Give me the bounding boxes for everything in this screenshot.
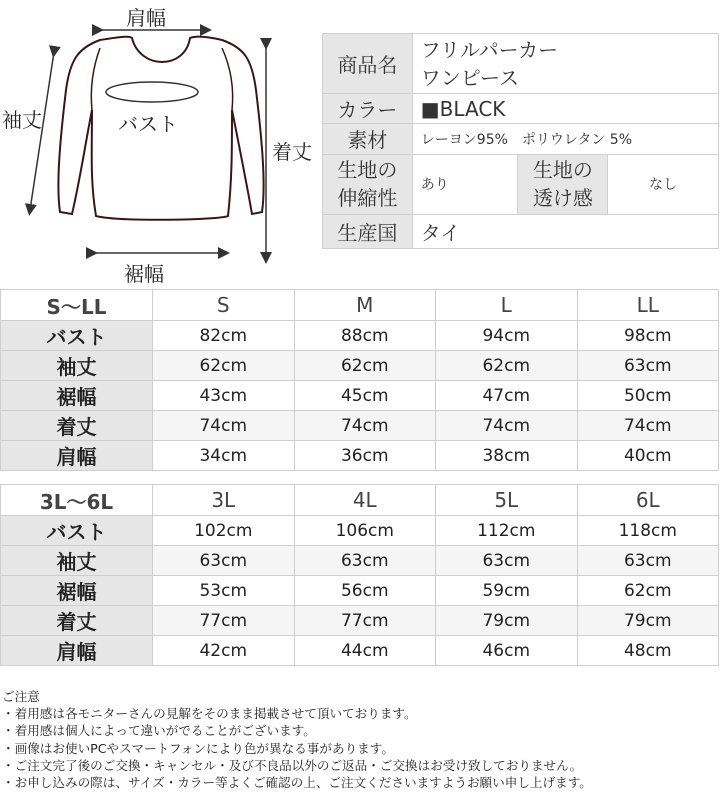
size-cell: 36cm (294, 441, 436, 471)
size-cell: 74cm (294, 411, 436, 441)
size-cell: 45cm (294, 381, 436, 411)
size-header: 4L (294, 485, 436, 516)
size-cell: 63cm (436, 546, 578, 576)
size-range-label: 3L〜6L (1, 485, 153, 516)
size-cell: 77cm (153, 606, 295, 636)
size-header-row (1, 485, 719, 516)
size-cell: 79cm (577, 606, 719, 636)
size-range-label: S〜LL (1, 290, 153, 321)
note-line: ・お申し込みの際は、サイズ・カラー等よくご確認の上、ご注文くださいますようお願い申し上げます。 (2, 775, 592, 791)
stretch-key-line1: 生地の (337, 158, 398, 183)
size-cell: 112cm (436, 516, 578, 546)
row-label: 肩幅 (1, 441, 153, 471)
size-header: LL (577, 290, 719, 321)
product-name-line1: フリルパーカー (420, 37, 559, 62)
table-row (1, 351, 719, 381)
size-cell: 62cm (436, 351, 578, 381)
size-cell: 46cm (436, 636, 578, 666)
sheer-key (518, 154, 608, 214)
origin-row (323, 214, 719, 248)
size-cell: 56cm (294, 576, 436, 606)
size-cell: 50cm (577, 381, 719, 411)
row-label: 裾幅 (1, 381, 153, 411)
sleeve-length-label: 袖丈 (2, 108, 42, 132)
size-header: S (153, 290, 295, 321)
hem-width-label: 裾幅 (124, 262, 164, 286)
size-cell: 44cm (294, 636, 436, 666)
size-cell: 63cm (577, 351, 719, 381)
origin-key: 生産国 (323, 214, 413, 248)
size-cell: 48cm (577, 636, 719, 666)
size-cell: 43cm (153, 381, 295, 411)
row-label: 袖丈 (1, 546, 153, 576)
size-cell: 38cm (436, 441, 578, 471)
sheer-key-line2: 透け感 (532, 186, 593, 211)
note-line: ・着用感は各モニターさんの見解をそのまま掲載させて頂いております。 (2, 706, 417, 722)
stretch-key (323, 154, 413, 214)
stretch-value: あり (412, 154, 518, 214)
color-value: ■BLACK (412, 94, 718, 124)
size-header: M (294, 290, 436, 321)
size-cell: 47cm (436, 381, 578, 411)
note-line: ・画像はお使いPCやスマートフォンにより色が異なる事があります。 (2, 740, 394, 756)
row-label: 着丈 (1, 606, 153, 636)
sheer-value: なし (608, 154, 719, 214)
notes-heading: ご注意 (2, 689, 40, 704)
size-cell: 59cm (436, 576, 578, 606)
size-cell: 74cm (436, 411, 578, 441)
origin-value: タイ (412, 214, 718, 248)
fabric-row (323, 154, 719, 214)
size-cell: 88cm (294, 321, 436, 351)
table-row (1, 546, 719, 576)
size-header-row (1, 290, 719, 321)
size-header: 5L (436, 485, 578, 516)
size-cell: 118cm (577, 516, 719, 546)
material-value: レーヨン95% ポリウレタン 5% (412, 124, 718, 154)
material-key: 素材 (323, 124, 413, 154)
length-label: 着丈 (272, 140, 312, 164)
table-row (1, 606, 719, 636)
size-cell: 102cm (153, 516, 295, 546)
table-row (1, 516, 719, 546)
size-table-3l-6l (0, 484, 719, 666)
table-row (1, 321, 719, 351)
table-row (1, 576, 719, 606)
size-cell: 53cm (153, 576, 295, 606)
note-line: ・ご注文完了後のご交換・キャンセル・及び不良品以外のご返品・ご交換はお受け致しておりません。 (2, 757, 583, 773)
size-cell: 106cm (294, 516, 436, 546)
size-cell: 77cm (294, 606, 436, 636)
product-name-row (323, 34, 719, 94)
note-line: ・着用感は個人によって違いがでることがございます。 (2, 723, 316, 739)
row-label: 袖丈 (1, 351, 153, 381)
size-cell: 74cm (577, 411, 719, 441)
row-label: 裾幅 (1, 576, 153, 606)
notes-section (2, 688, 718, 791)
size-cell: 79cm (436, 606, 578, 636)
size-cell: 82cm (153, 321, 295, 351)
bust-label: バスト (118, 112, 178, 136)
product-name-key: 商品名 (323, 34, 413, 94)
garment-diagram (0, 0, 320, 285)
row-label: 肩幅 (1, 636, 153, 666)
product-info-table (322, 33, 719, 249)
product-name-line2: ワンピース (420, 65, 519, 90)
size-cell: 62cm (294, 351, 436, 381)
shoulder-width-label: 肩幅 (126, 6, 166, 30)
row-label: バスト (1, 516, 153, 546)
product-name-value (412, 34, 718, 94)
size-cell: 40cm (577, 441, 719, 471)
table-row (1, 381, 719, 411)
sheer-key-line1: 生地の (532, 158, 593, 183)
stretch-key-line2: 伸縮性 (337, 186, 398, 211)
size-header: L (436, 290, 578, 321)
size-cell: 63cm (294, 546, 436, 576)
size-cell: 94cm (436, 321, 578, 351)
size-table-s-ll (0, 289, 719, 471)
size-cell: 62cm (577, 576, 719, 606)
size-header: 3L (153, 485, 295, 516)
size-cell: 42cm (153, 636, 295, 666)
size-cell: 63cm (153, 546, 295, 576)
size-cell: 63cm (577, 546, 719, 576)
size-cell: 62cm (153, 351, 295, 381)
row-label: バスト (1, 321, 153, 351)
material-row (323, 124, 719, 154)
table-row (1, 441, 719, 471)
size-header: 6L (577, 485, 719, 516)
row-label: 着丈 (1, 411, 153, 441)
table-row (1, 636, 719, 666)
size-cell: 98cm (577, 321, 719, 351)
size-cell: 34cm (153, 441, 295, 471)
color-key: カラー (323, 94, 413, 124)
table-row (1, 411, 719, 441)
color-row (323, 94, 719, 124)
size-cell: 74cm (153, 411, 295, 441)
